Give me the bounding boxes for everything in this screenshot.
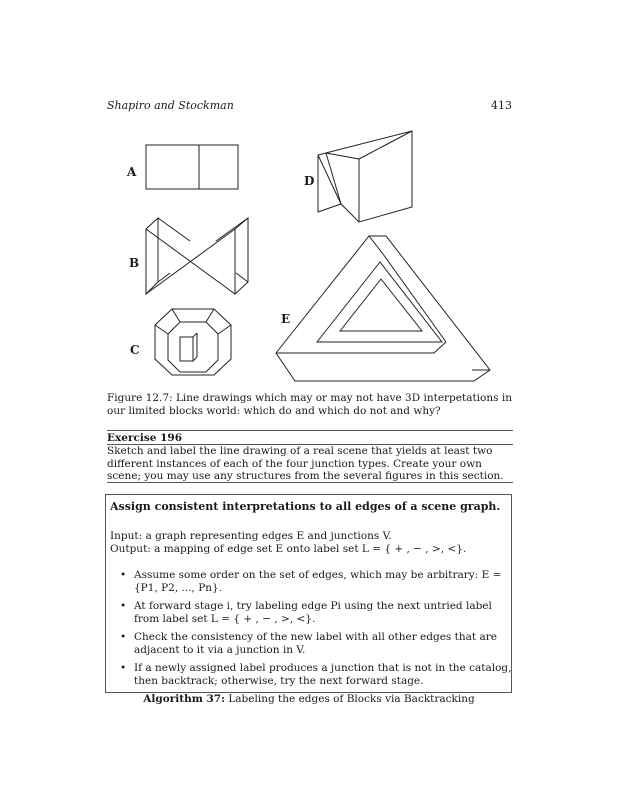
- algorithm-input: Input: a graph representing edges E and junctions V.: [110, 530, 392, 542]
- drawing-c: [155, 309, 231, 375]
- drawing-a: [146, 145, 238, 189]
- exercise-title: Exercise 196: [107, 432, 183, 444]
- figure-label-c: C: [130, 343, 140, 357]
- figure-caption: Figure 12.7: Line drawings which may or may not have 3D interpetations in our limited blocks world: which do and which do not and why?: [107, 392, 512, 417]
- algorithm-step: • Assume some order on the set of edges, which may be arbitrary: E = {P1, P2, ..., Pn}.: [120, 569, 512, 594]
- exercise-top-rule: [107, 430, 513, 431]
- figure-label-e: E: [281, 312, 291, 326]
- page-number: 413: [491, 99, 512, 112]
- algorithm-step: • At forward stage i, try labeling edge Pi using the next untried label from label set L = { + , − , >, <}.: [120, 600, 512, 625]
- exercise-body: Sketch and label the line drawing of a real scene that yields at least two different instances of each of the four junction types. Create your own scene; you may use any structures from the several figures in this section.: [107, 445, 504, 482]
- algorithm-step: • If a newly assigned label produces a junction that is not in the catalog, then backtrack; otherwise, try the next forward stage.: [120, 662, 512, 687]
- algorithm-title: Assign consistent interpretations to all edges of a scene graph.: [110, 500, 501, 513]
- algorithm-caption: [0, 693, 618, 705]
- figure-label-d: D: [304, 174, 315, 188]
- figure-label-a: A: [127, 165, 137, 179]
- algorithm-caption-label: Algorithm 37:: [143, 693, 225, 705]
- algorithm-step: • Check the consistency of the new label with all other edges that are adjacent to it via a junction in V.: [120, 631, 512, 656]
- drawing-e: [276, 236, 490, 381]
- drawing-d: [318, 131, 412, 222]
- drawing-b: [146, 218, 248, 294]
- algorithm-caption-text: Labeling the edges of Blocks via Backtracking: [228, 693, 475, 705]
- figure-label-b: B: [129, 256, 140, 270]
- algorithm-steps: [120, 569, 512, 693]
- running-head: Shapiro and Stockman: [107, 99, 234, 112]
- algorithm-output: Output: a mapping of edge set E onto label set L = { + , − , >, <}.: [110, 543, 467, 555]
- exercise-bottom-rule: [107, 482, 513, 483]
